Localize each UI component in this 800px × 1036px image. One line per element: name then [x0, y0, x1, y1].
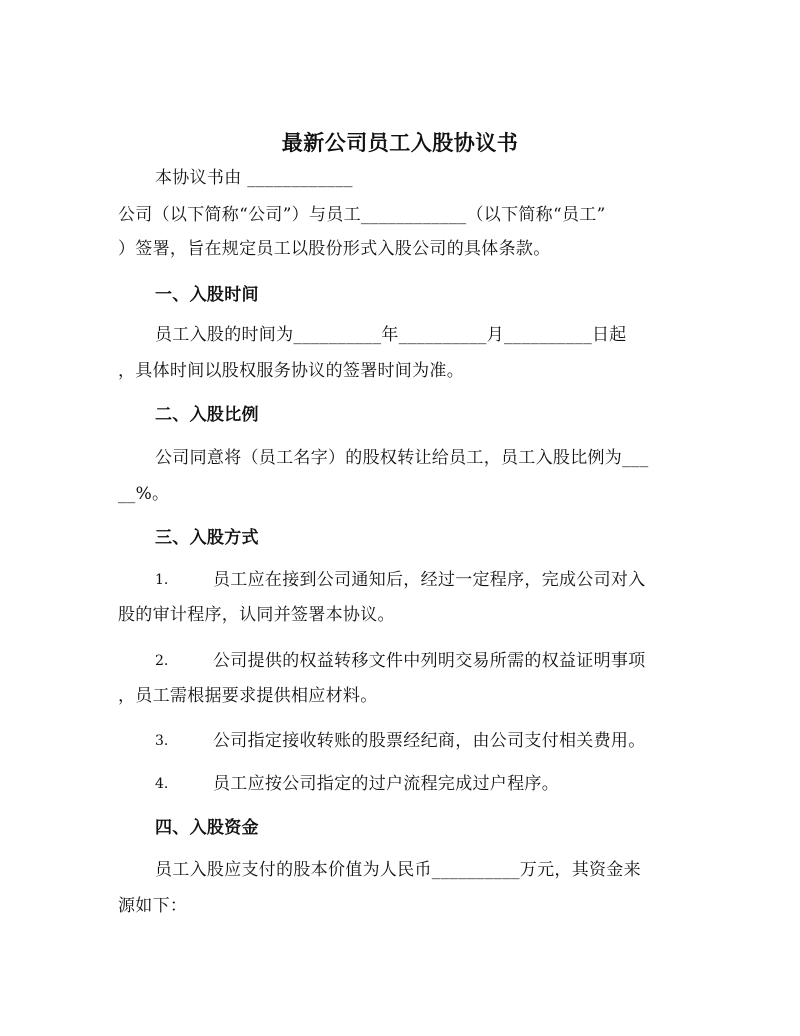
list-item-text: 员工应按公司指定的过户流程完成过户程序。: [213, 774, 559, 794]
list-item-number: 1.: [155, 572, 169, 588]
list-item-text-continued: 股的审计程序，认同并签署本协议。: [118, 605, 395, 625]
section-1-line-1: 员工入股的时间为__________年__________月__________日起: [155, 325, 627, 345]
section-2-line-2: __%。: [118, 484, 170, 504]
list-item-number: 4.: [155, 776, 169, 792]
section-1-heading: 一、入股时间: [155, 285, 259, 305]
section-3-heading: 三、入股方式: [155, 528, 259, 548]
list-item-text: 员工应在接到公司通知后，经过一定程序，完成公司对入: [213, 570, 646, 590]
section-4-line-2: 源如下：: [118, 896, 188, 916]
list-item-text: 公司提供的权益转移文件中列明交易所需的权益证明事项: [213, 651, 646, 671]
list-item-text-continued: ，员工需根据要求提供相应材料。: [118, 686, 378, 706]
section-1-line-2: ，具体时间以股权服务协议的签署时间为准。: [118, 361, 464, 381]
intro-line-1: 本协议书由 ____________: [155, 168, 353, 188]
section-2-line-1: 公司同意将（员工名字）的股权转让给员工，员工入股比例为___: [155, 448, 649, 468]
intro-line-2: 公司（以下简称“公司”）与员工____________（以下简称“员工”: [118, 205, 606, 225]
list-item-number: 2.: [155, 653, 169, 669]
document-title: 最新公司员工入股协议书: [281, 130, 519, 155]
section-2-heading: 二、入股比例: [155, 405, 259, 425]
intro-line-3: ）签署，旨在规定员工以股份形式入股公司的具体条款。: [118, 239, 551, 259]
list-item-text: 公司指定接收转账的股票经纪商，由公司支付相关费用。: [213, 731, 646, 751]
section-4-heading: 四、入股资金: [155, 818, 259, 838]
list-item-number: 3.: [155, 733, 169, 749]
section-4-line-1: 员工入股应支付的股本价值为人民币__________万元，其资金来: [155, 860, 641, 880]
